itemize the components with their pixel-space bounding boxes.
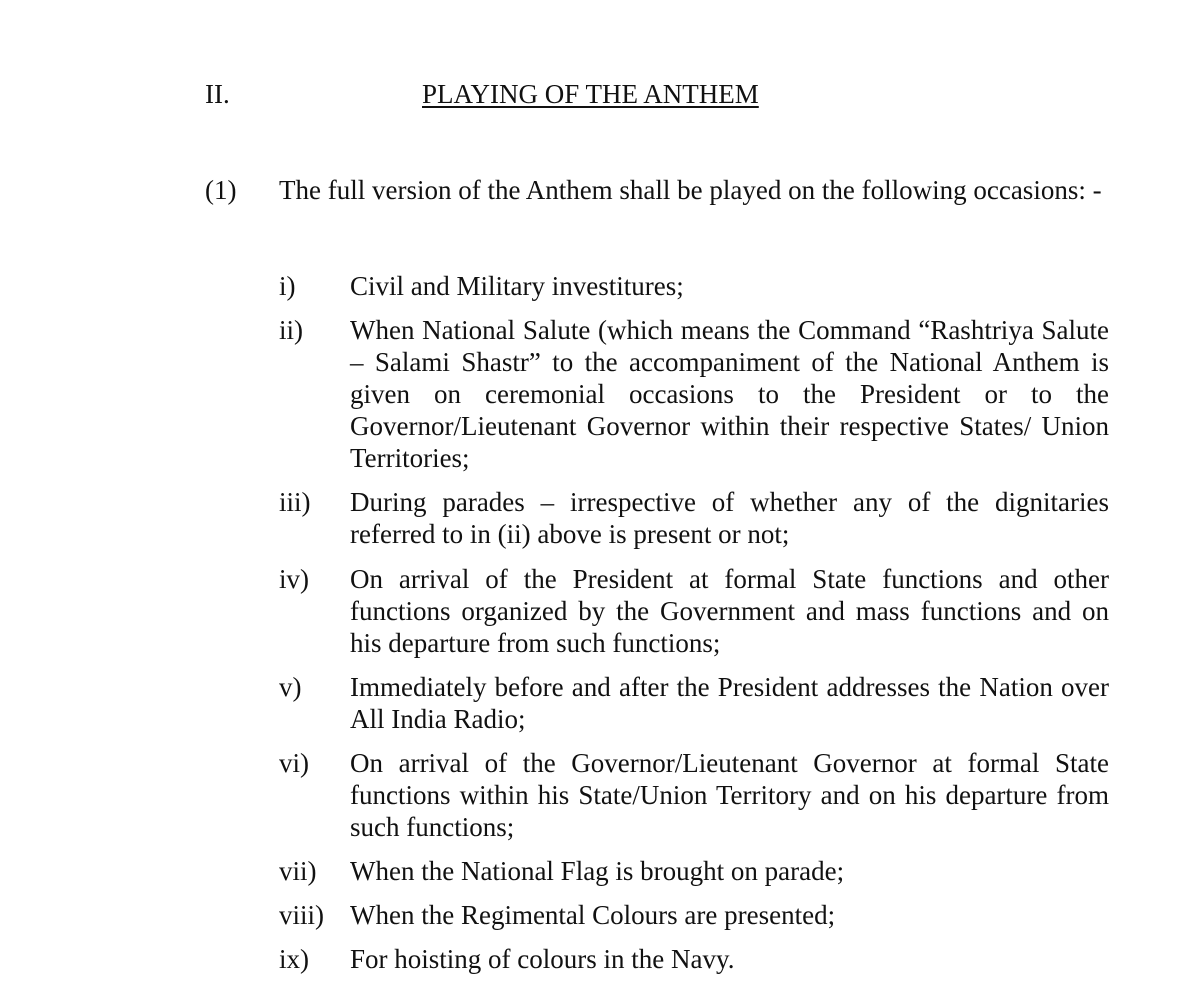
list-item-number: vi)	[279, 748, 309, 778]
list-item-text: For hoisting of colours in the Navy.	[350, 944, 735, 974]
list-item-text: When National Salute (which means the Command “Rashtriya Salute – Salami Shastr” to the accompaniment of the National Anthem is given on ceremonial occasions to the President or to the Governor/Lieutenant Governor within their respective States/ Union Territories;	[350, 315, 1109, 473]
list-item-text: Civil and Military investitures;	[350, 271, 684, 301]
list-item-number: ix)	[279, 944, 309, 974]
paragraph-number: (1)	[205, 175, 237, 205]
list-item-text: When the Regimental Colours are presented;	[350, 900, 836, 930]
list-item-text: During parades – irrespective of whether any of the dignitaries referred to in (ii) above is present or not;	[350, 487, 1109, 549]
section-title: PLAYING OF THE ANTHEM	[422, 79, 759, 109]
list-item-text: On arrival of the President at formal State functions and other functions organized by the Government and mass functions and on his departure from such functions;	[350, 564, 1109, 658]
list-item-number: iv)	[279, 564, 309, 594]
list-item-number: vii)	[279, 856, 317, 886]
paragraph-text: The full version of the Anthem shall be played on the following occasions: -	[279, 175, 1102, 205]
list-item-number: viii)	[279, 900, 324, 930]
list-item-text: Immediately before and after the President addresses the Nation over All India Radio;	[350, 672, 1109, 734]
list-item-number: i)	[279, 271, 296, 301]
section-number: II.	[205, 79, 230, 109]
list-item-number: v)	[279, 672, 302, 702]
list-item-text: When the National Flag is brought on parade;	[350, 856, 845, 886]
list-item-number: ii)	[279, 315, 303, 345]
list-item-number: iii)	[279, 487, 311, 517]
list-item-text: On arrival of the Governor/Lieutenant Governor at formal State functions within his State/Union Territory and on his departure from such functions;	[350, 748, 1109, 842]
